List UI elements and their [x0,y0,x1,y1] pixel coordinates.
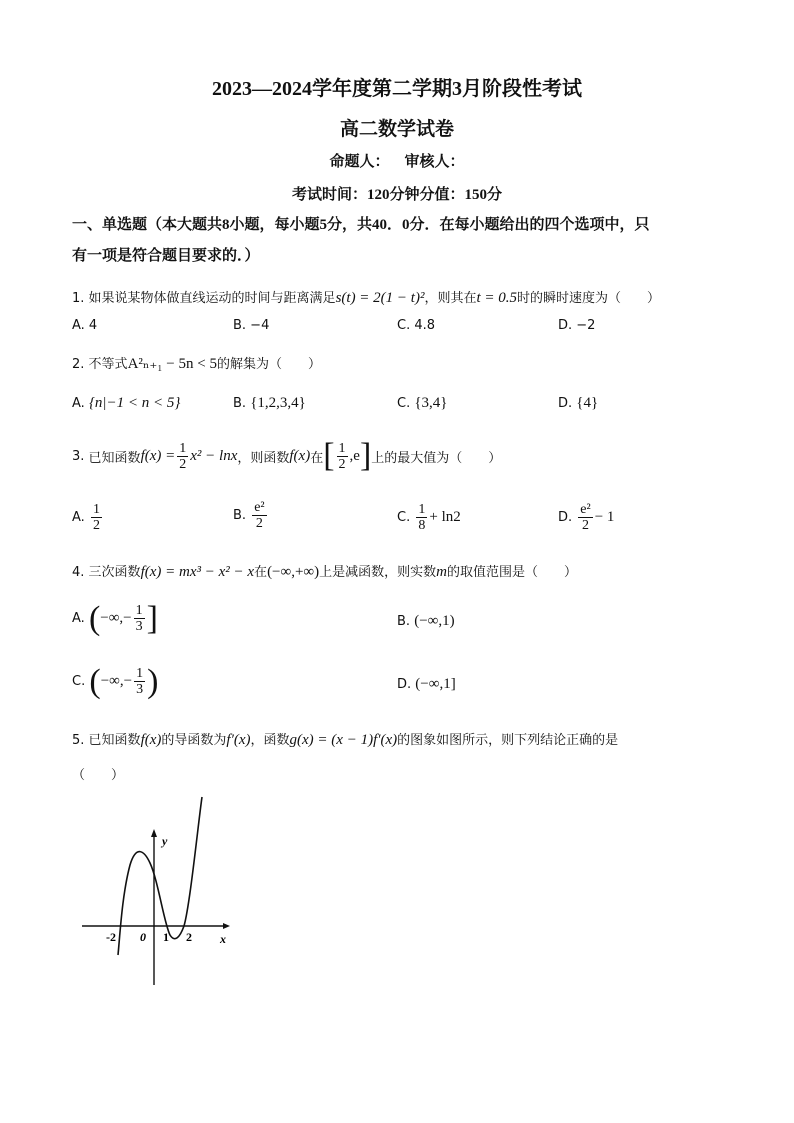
q4-option-a: A. ( −∞,− $\frac{1}{3}$ ] [72,599,158,637]
q3-option-b: B. $\frac{\text{e²}}{2}$ [233,500,265,531]
q1-option-d: D. −2 [558,318,596,333]
q4-option-b: B. (−∞,1) [397,613,455,629]
tick-neg2: -2 [106,930,116,944]
tick-0: 0 [140,930,146,944]
tick-1: 1 [163,930,169,944]
q1-option-b: B. −4 [233,318,270,333]
q3-option-d: D. $\frac{\text{e²}}{2}$ − 1 [558,502,615,533]
fraction: $\frac{1}{2}$ [179,440,187,472]
question-text: 的解集为（ ） [216,357,321,372]
question-text: ，则其在 [424,291,477,306]
section-heading-line2: 有一项是符合题目要求的．） [72,248,260,264]
question-1 [72,287,660,307]
question-5-answer-paren: （ ） [72,768,125,783]
question-number: 2. [72,357,85,372]
x-axis-label: x [220,932,226,946]
q2-option-b: B. {1,2,3,4} [233,395,306,411]
exam-subtitle: 高二数学试卷 [339,119,454,140]
authors-line: 命题人： 审核人： [329,154,465,170]
question-text: 如果说某物体做直线运动的时间与距离满足 [88,291,336,306]
formula: s(t) = 2(1 − t)² [335,290,425,306]
question-4: 4. 三次函数f(x) = mx³ − x² − x在(−∞,+∞)上是减函数，则实数m的取值范围是（ ） [72,564,577,580]
section-heading-line1: 一、单选题（本大题共8小题，每小题5分，共40．0分．在每小题给出的四个选项中，只 [72,217,650,233]
y-axis-label: y [162,834,168,848]
y-axis-arrow-icon [151,829,157,837]
function-graph [78,795,238,990]
q2-option-d: D. {4} [558,395,599,411]
q2-option-c: C. {3,4} [397,395,448,411]
q2-option-a: A. {n|−1 < n < 5} [72,395,181,411]
condition: t = 0.5 [476,290,518,306]
question-text: 不等式 [88,357,128,372]
q1-option-a: A. 4 [72,318,98,333]
question-number: 1. [72,291,85,306]
q3-option-a: A. $\frac{1}{2}$ [72,502,100,533]
time-score-line: 考试时间：120分钟分值：150分 [291,187,502,203]
q1-option-c: C. 4.8 [397,318,436,333]
expression: A²ₙ₊₁ − 5n < 5 [127,356,217,372]
question-text: 时的瞬时速度为（ ） [517,291,661,306]
exam-title: 2023—2024学年度第二学期3月阶段性考试 [212,78,582,100]
tick-2: 2 [186,930,192,944]
question-3: 3. 已知函数 f(x) = $\frac{1}{2}$ x² − lnx ，则函数 f(x) 在 [ $\frac{1}{2}$ ,e ] 上的最大值为（ ） [72,437,502,474]
x-axis-arrow-icon [223,923,230,929]
question-2 [72,353,321,373]
q4-option-c: C. ( −∞,− $\frac{1}{3}$ ) [72,662,159,700]
q3-option-c: C. $\frac{1}{8}$ + ln2 [397,502,461,533]
q4-option-d: D. (−∞,1] [397,676,456,692]
question-5: 5. 已知函数f(x)的导函数为f′(x)，函数g(x) = (x − 1)f′(x)的图象如图所示，则下列结论正确的是 [72,732,619,748]
